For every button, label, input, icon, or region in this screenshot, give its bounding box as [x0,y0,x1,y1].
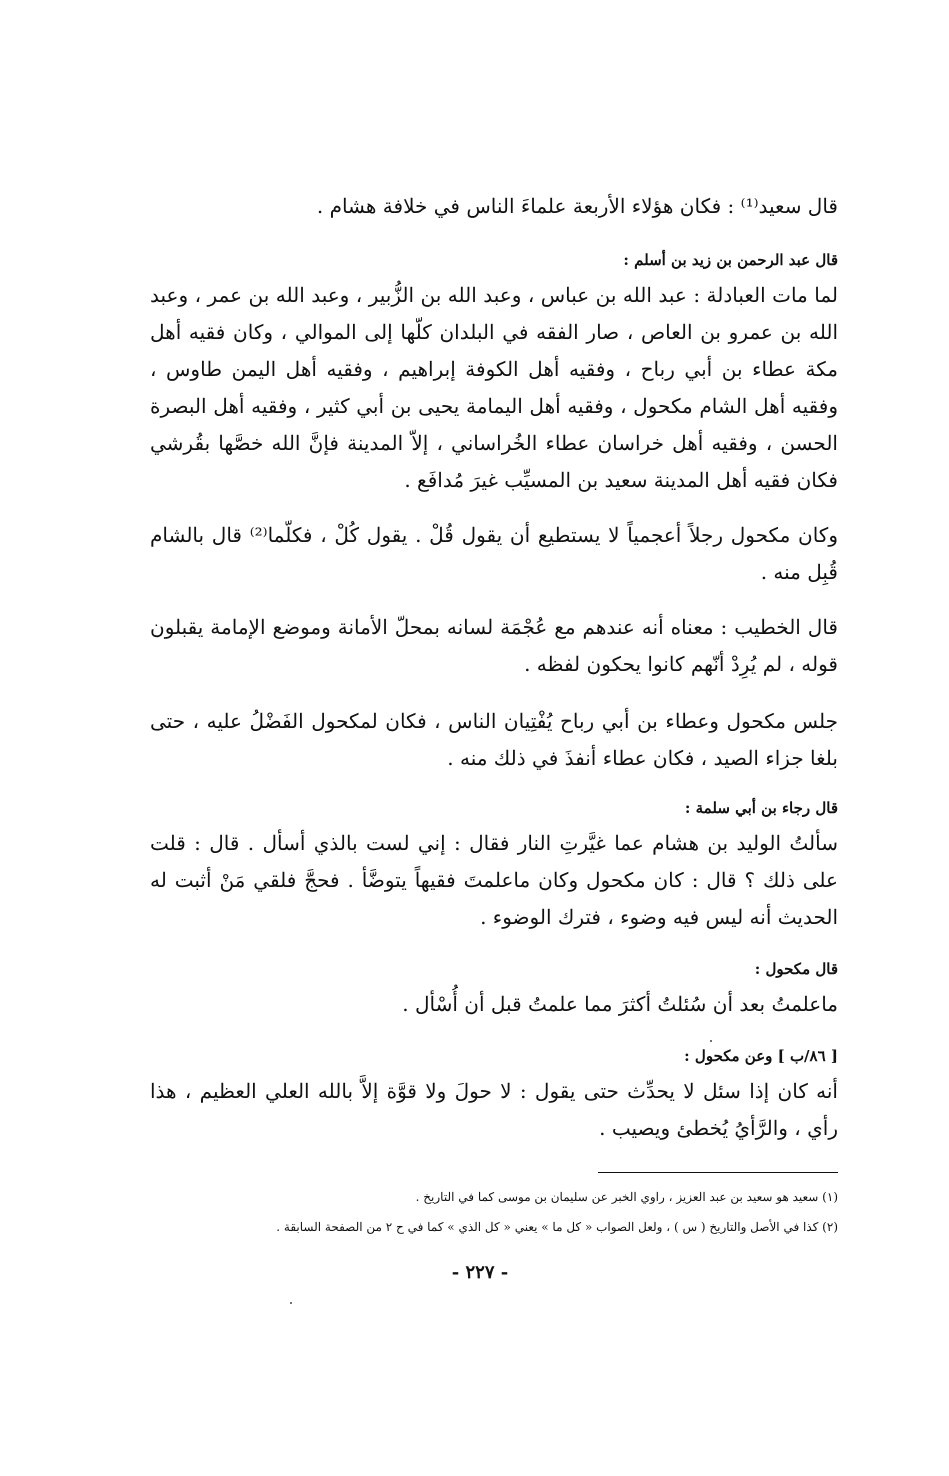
footnotes [150,1182,838,1242]
khatib-paragraph: قال الخطيب : معناه أنه عندهم مع عُجْمَة لسانه بمحلّ الأمانة وموضع الإمامة يقبلون قوله ، لم يُرِدْ أنّهم كانوا يحكون لفظه . [150,615,838,676]
intro-paragraph: قال سعيد⁽¹⁾ : فكان هؤلاء الأربعة علماءَ الناس في خلافة هشام . [316,194,838,218]
footnote-2: (٢) كذا في الأصل والتاريخ ( س ) ، ولعل الصواب « كل ما » يعني « كل الذي » كما في ح ٢ من الصفحة السابقة . [276,1220,838,1234]
maalimtu-paragraph: ماعلمتُ بعد أن سُئلتُ أكثرَ مما علمتُ قبل أن أُسْأل . [402,992,838,1016]
abadila-paragraph: لما مات العبادلة : عبد الله بن عباس ، وعبد الله بن الزُّبير ، وعبد الله بن عمر ، وعبد الله بن عمرو بن العاص ، صار الفقه في البلدان كلّها إلى الموالي ، وكان فقيه أهل مكة عطاء بن أبي رباح ، وفقيه أهل الكوفة إبراهيم ، وفقيه أهل اليمن طاوس ، وفقيه أهل الشام مكحول ، وفقيه أهل اليمامة يحيى بن أبي كثير ، وفقيه أهل البصرة الحسن ، وفقيه أهل خراسان عطاء الخُراساني ، إلاّ المدينة فإنَّ الله خصَّها بقُرشي فكان فقيه أهل المدينة سعيد بن المسيِّب غيرَ مُدافَع . [150,283,838,492]
jalasa-paragraph: جلس مكحول وعطاء بن أبي رباح يُفْتِيان الناس ، فكان لمكحول الفَضْلُ عليه ، حتى بلغا جزاء الصيد ، فكان عطاء أنفذَ في ذلك منه . [150,709,838,770]
page-number: - ٢٢٧ - [451,1262,509,1283]
makhul-ajami-paragraph: وكان مكحول رجلاً أعجمياً لا يستطيع أن يقول قُلْ . يقول كُلْ ، فكلّما⁽²⁾ قال بالشام قُبِل منه . [150,523,838,584]
walid-paragraph: سألتُ الوليد بن هشام عما غيَّرتِ النار فقال : إني لست بالذي أسأل . قال : قلت على ذلك ؟ قال : كان مكحول وكان ماعلمتَ فقيهاً يتوضَّأ . فحجَّ فلقي مَنْ أثبت له الحديث أنه ليس فيه وضوء ، فترك الوضوء . [150,831,838,929]
heading-abdrahman: قال عبد الرحمن بن زيد بن أسلم : [623,251,838,269]
heading-makhul-2: [ ٨٦/ب ] وعن مكحول : [684,1047,838,1065]
heading-makhul-1: قال مكحول : [754,960,838,978]
footnote-divider [598,1172,838,1173]
heading-raja: قال رجاء بن أبي سلمة : [684,799,838,817]
scan-speck [290,1302,292,1304]
la-hawl-paragraph: أنه كان إذا سئل لا يحدِّث حتى يقول : لا حولَ ولا قوَّة إلاَّ بالله العلي العظيم ، هذا رأي ، والرَّأيُ يُخطئ ويصيب . [150,1079,838,1140]
page-body [150,188,838,1157]
footnote-1: (١) سعيد هو سعيد بن عبد العزيز ، راوي الخبر عن سليمان بن موسى كما في التاريخ . [415,1190,838,1204]
scan-speck [710,1040,712,1042]
